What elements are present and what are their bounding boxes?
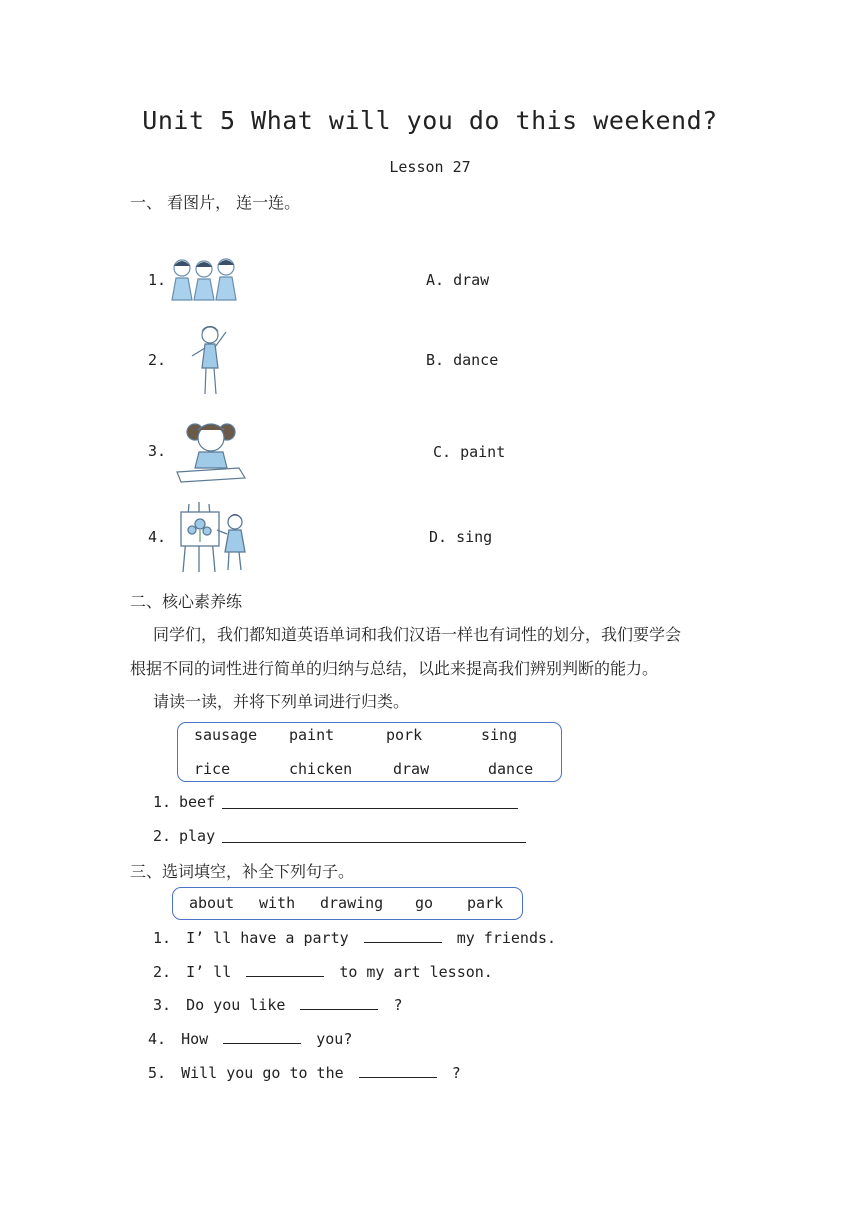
question-text: play [179,827,216,845]
option-label: D. sing [429,528,493,546]
sentence-text: I’ ll have a party [186,929,349,947]
question-number: 1. [153,793,172,811]
option-label: C. paint [433,443,506,461]
sentence-row [148,1063,461,1082]
answer-blank[interactable] [222,828,526,843]
answer-blank[interactable] [359,1063,437,1078]
sentence-text: How [181,1030,209,1048]
sentence-number: 1. [153,929,172,947]
item-number: 1. [148,271,167,289]
word-choice-item: with [259,894,296,912]
word-choice-item: park [467,894,504,912]
word-bank-item: sing [481,726,518,744]
sentence-row [153,962,493,981]
word-bank-box [177,722,562,782]
sentence-row [148,1029,352,1048]
word-choice-item: about [189,894,235,912]
lesson-subtitle: Lesson 27 [389,158,471,176]
word-bank-item: dance [488,760,534,778]
question-text: beef [179,793,216,811]
singing-children-icon [168,256,242,302]
item-number: 4. [148,528,167,546]
option-label: A. draw [426,271,490,289]
word-bank-item: pork [386,726,423,744]
instruction-text: 请读一读，并将下列单词进行归类。 [153,692,410,711]
sentence-text: I’ ll [186,963,232,981]
word-choice-box [172,887,523,920]
section3-heading: 三、选词填空，补全下列句子。 [130,862,355,881]
word-choice-item: go [415,894,434,912]
sentence-number: 4. [148,1030,167,1048]
answer-blank[interactable] [300,995,378,1010]
item-number: 2. [148,351,167,369]
drawing-girl-icon [175,416,247,484]
sentence-text: ? [393,996,403,1014]
dancing-girl-icon [186,322,234,400]
option-label: B. dance [426,351,499,369]
sentence-text: to my art lesson. [339,963,493,981]
painting-girl-icon [175,500,251,574]
word-bank-item: paint [289,726,335,744]
sentence-text: Will you go to the [181,1064,344,1082]
item-number: 3. [148,442,167,460]
sentence-number: 3. [153,996,172,1014]
section2-heading: 二、核心素养练 [130,592,243,611]
answer-blank[interactable] [364,928,442,943]
answer-blank[interactable] [246,962,324,977]
sentence-row [153,995,403,1014]
sentence-text: Do you like [186,996,286,1014]
sentence-text: you? [316,1030,353,1048]
word-choice-item: drawing [320,894,384,912]
sentence-text: ? [451,1064,461,1082]
page-title: Unit 5 What will you do this weekend? [142,106,718,135]
paragraph-line: 根据不同的词性进行简单的归纳与总结，以此来提高我们辨别判断的能力。 [130,659,659,678]
section1-heading: 一、 看图片， 连一连。 [130,193,301,212]
word-bank-item: chicken [289,760,353,778]
sentence-text: my friends. [456,929,557,947]
sentence-row [153,928,556,947]
paragraph-line: 同学们，我们都知道英语单词和我们汉语一样也有词性的划分，我们要学会 [153,625,682,644]
word-bank-item: sausage [194,726,258,744]
sentence-number: 5. [148,1064,167,1082]
word-bank-item: draw [393,760,430,778]
question-number: 2. [153,827,172,845]
answer-blank[interactable] [222,794,518,809]
answer-blank[interactable] [223,1029,301,1044]
word-bank-item: rice [194,760,231,778]
sentence-number: 2. [153,963,172,981]
